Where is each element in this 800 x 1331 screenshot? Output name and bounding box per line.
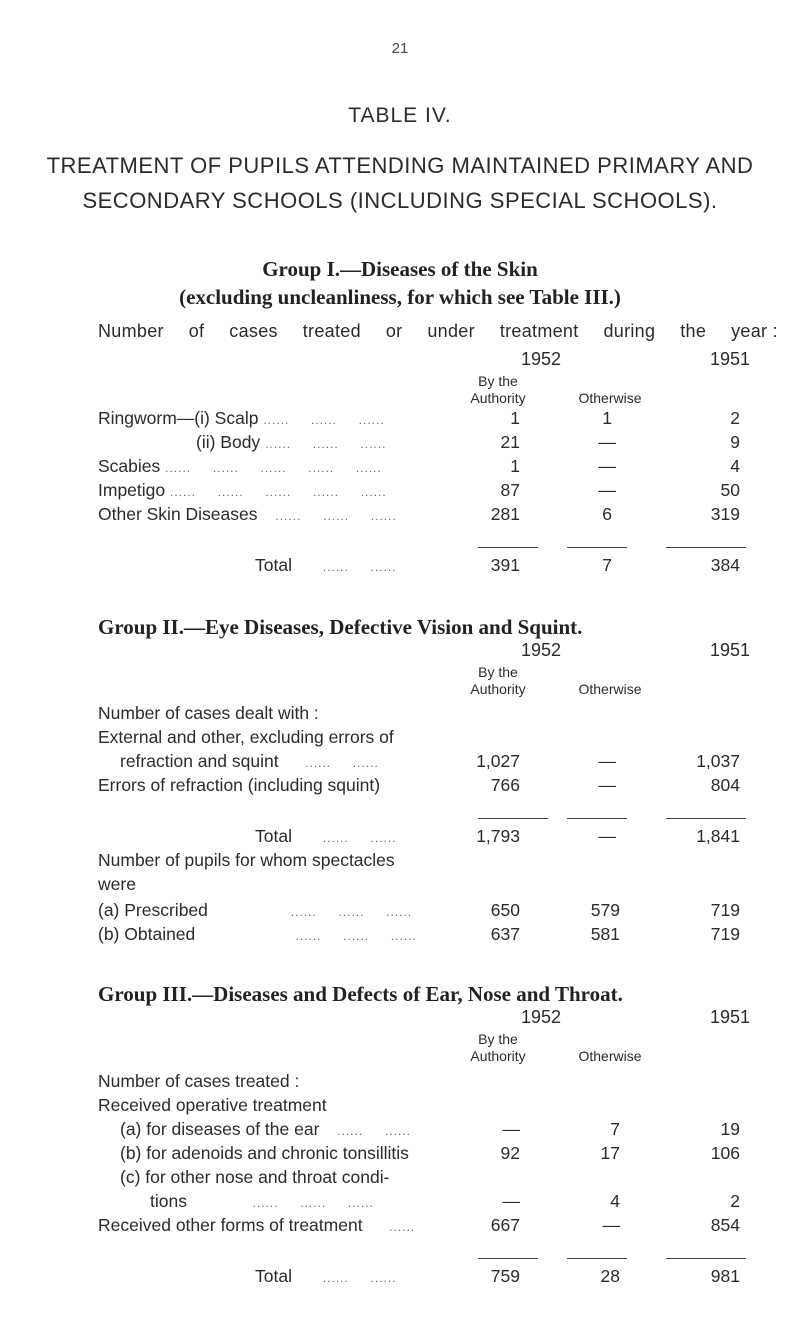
g2-sum-rule — [478, 818, 548, 819]
g2-col-otherwise: Otherwise — [578, 681, 642, 697]
group1-intro — [98, 321, 778, 342]
g1-row-label: Impetigo ...... ...... ...... ...... ...... — [98, 480, 387, 500]
g3-row-label: (b) for adenoids and chronic tonsillitis — [120, 1143, 409, 1163]
intro-word: cases — [229, 321, 278, 341]
g1-cell-prev: 319 — [710, 504, 740, 524]
g3-row-label: (a) for diseases of the ear ...... ...... — [120, 1119, 411, 1139]
g2-cell-authority: 1,027 — [476, 751, 520, 771]
g3-sum-rule — [567, 1258, 627, 1259]
g1-total-otherwise: 7 — [602, 555, 612, 575]
g2-spectacles-prev: 719 — [710, 900, 740, 920]
g3-year-current: 1952 — [520, 1007, 562, 1027]
g2-total-authority: 1,793 — [476, 826, 520, 846]
table-title: TABLE IV. — [348, 104, 452, 127]
g1-year-previous: 1951 — [709, 349, 751, 369]
g3-cell-prev: 106 — [710, 1143, 740, 1163]
g1-sum-rule — [666, 547, 746, 548]
group2-title: Group II.—Eye Diseases, Defective Vision and Squint. — [98, 615, 583, 639]
g2-intro: Number of cases dealt with : — [98, 703, 319, 723]
g1-cell-otherwise: 1 — [602, 408, 612, 428]
g1-cell-authority: 1 — [510, 408, 520, 428]
group1-title-line1: Group I.—Diseases of the Skin — [262, 257, 538, 281]
g1-row-label: Scabies ...... ...... ...... ...... ...... — [98, 456, 382, 476]
g2-spectacles-authority: 637 — [490, 924, 520, 944]
page-number: 21 — [391, 40, 409, 57]
g1-cell-authority: 281 — [490, 504, 520, 524]
g1-total-prev: 384 — [710, 555, 740, 575]
g3-col-authority: By the Authority — [470, 1031, 526, 1064]
group1-title-line2: (excluding uncleanliness, for which see Table III.) — [179, 285, 621, 309]
g2-total-label: Total ...... ...... — [255, 826, 397, 846]
intro-word: the — [680, 321, 707, 341]
g3-total-otherwise: 28 — [600, 1266, 620, 1286]
g1-row-label: Other Skin Diseases ...... ...... ...... — [98, 504, 397, 524]
g1-cell-authority: 87 — [500, 480, 520, 500]
g1-year-current: 1952 — [520, 349, 562, 369]
g3-col-otherwise: Otherwise — [578, 1048, 642, 1064]
intro-word: treated — [302, 321, 361, 341]
intro-word: of — [188, 321, 205, 341]
g2-row-label: External and other, excluding errors of — [98, 727, 394, 747]
g2-cell-otherwise: — — [598, 775, 616, 795]
g2-year-current: 1952 — [520, 640, 562, 660]
g2-spectacles-otherwise: 579 — [590, 900, 620, 920]
g1-cell-prev: 50 — [720, 480, 740, 500]
g2-total-otherwise: — — [598, 826, 616, 846]
g2-total-prev: 1,841 — [696, 826, 740, 846]
g3-total-label: Total ...... ...... — [255, 1266, 397, 1286]
g2-spectacles-row-label: (a) Prescribed ...... ...... ...... — [98, 900, 413, 920]
g2-cell-authority: 766 — [490, 775, 520, 795]
g1-row-label: (ii) Body ...... ...... ...... — [196, 432, 387, 452]
intro-word: during — [603, 321, 656, 341]
g3-cell-authority: 667 — [490, 1215, 520, 1235]
g3-cell-prev: 854 — [710, 1215, 740, 1235]
intro-word: Number — [98, 321, 164, 341]
g2-spectacles-label: were — [98, 874, 136, 894]
g2-col-authority: By the Authority — [470, 664, 526, 697]
g1-sum-rule — [478, 547, 538, 548]
g2-spectacles-authority: 650 — [490, 900, 520, 920]
g1-row-label: Ringworm—(i) Scalp ...... ...... ...... — [98, 408, 385, 428]
g2-sum-rule — [567, 818, 627, 819]
g3-cell-otherwise: 7 — [610, 1119, 620, 1139]
main-title: TREATMENT OF PUPILS ATTENDING MAINTAINED PRIMARY AND SECONDARY SCHOOLS (INCLUDING SPECIAL SCHOOLS). — [46, 153, 754, 213]
intro-word: under — [427, 321, 475, 341]
g3-cell-otherwise: 17 — [600, 1143, 620, 1163]
g3-row-label: Received other forms of treatment ...... — [98, 1215, 416, 1235]
g3-sum-rule — [478, 1258, 538, 1259]
g3-cell-prev: 19 — [720, 1119, 740, 1139]
g1-cell-prev: 2 — [730, 408, 740, 428]
g3-total-authority: 759 — [490, 1266, 520, 1286]
g1-cell-otherwise: — — [598, 432, 616, 452]
g2-spectacles-row-label: (b) Obtained ...... ...... ...... — [98, 924, 417, 944]
g1-cell-authority: 1 — [510, 456, 520, 476]
g3-operative-label: Received operative treatment — [98, 1095, 327, 1115]
g2-spectacles-prev: 719 — [710, 924, 740, 944]
intro-word: or — [385, 321, 403, 341]
g2-year-previous: 1951 — [709, 640, 751, 660]
g3-cell-prev: 2 — [730, 1191, 740, 1211]
g3-total-prev: 981 — [710, 1266, 740, 1286]
g1-col-otherwise: Otherwise — [578, 390, 642, 406]
g1-total-label: Total ...... ...... — [255, 555, 397, 575]
group3-title: Group III.—Diseases and Defects of Ear, Nose and Throat. — [98, 982, 623, 1006]
g2-sum-rule — [666, 818, 746, 819]
g1-total-authority: 391 — [490, 555, 520, 575]
g2-cell-prev: 1,037 — [696, 751, 740, 771]
g2-spectacles-label: Number of pupils for whom spectacles — [98, 850, 395, 870]
g3-intro: Number of cases treated : — [98, 1071, 300, 1091]
g3-sum-rule — [666, 1258, 746, 1259]
g3-row-label: (c) for other nose and throat condi- — [120, 1167, 390, 1187]
intro-word: year : — [731, 321, 778, 341]
g2-row-label: refraction and squint ...... ...... — [120, 751, 379, 771]
g2-cell-prev: 804 — [710, 775, 740, 795]
g3-cell-authority: — — [502, 1191, 520, 1211]
g3-cell-otherwise: 4 — [610, 1191, 620, 1211]
g2-spectacles-otherwise: 581 — [590, 924, 620, 944]
g1-cell-authority: 21 — [500, 432, 520, 452]
g1-sum-rule — [567, 547, 627, 548]
g3-year-previous: 1951 — [709, 1007, 751, 1027]
g1-cell-prev: 4 — [730, 456, 740, 476]
intro-word: treatment — [499, 321, 579, 341]
g1-col-authority: By the Authority — [470, 373, 526, 406]
g3-cell-otherwise: — — [602, 1215, 620, 1235]
g1-cell-otherwise: 6 — [602, 504, 612, 524]
g1-cell-otherwise: — — [598, 456, 616, 476]
g2-cell-otherwise: — — [598, 751, 616, 771]
g3-row-label: tions ...... ...... ...... — [150, 1191, 374, 1211]
g3-cell-authority: — — [502, 1119, 520, 1139]
g1-cell-otherwise: — — [598, 480, 616, 500]
g1-cell-prev: 9 — [730, 432, 740, 452]
g2-row-label: Errors of refraction (including squint) — [98, 775, 381, 795]
g3-cell-authority: 92 — [500, 1143, 520, 1163]
